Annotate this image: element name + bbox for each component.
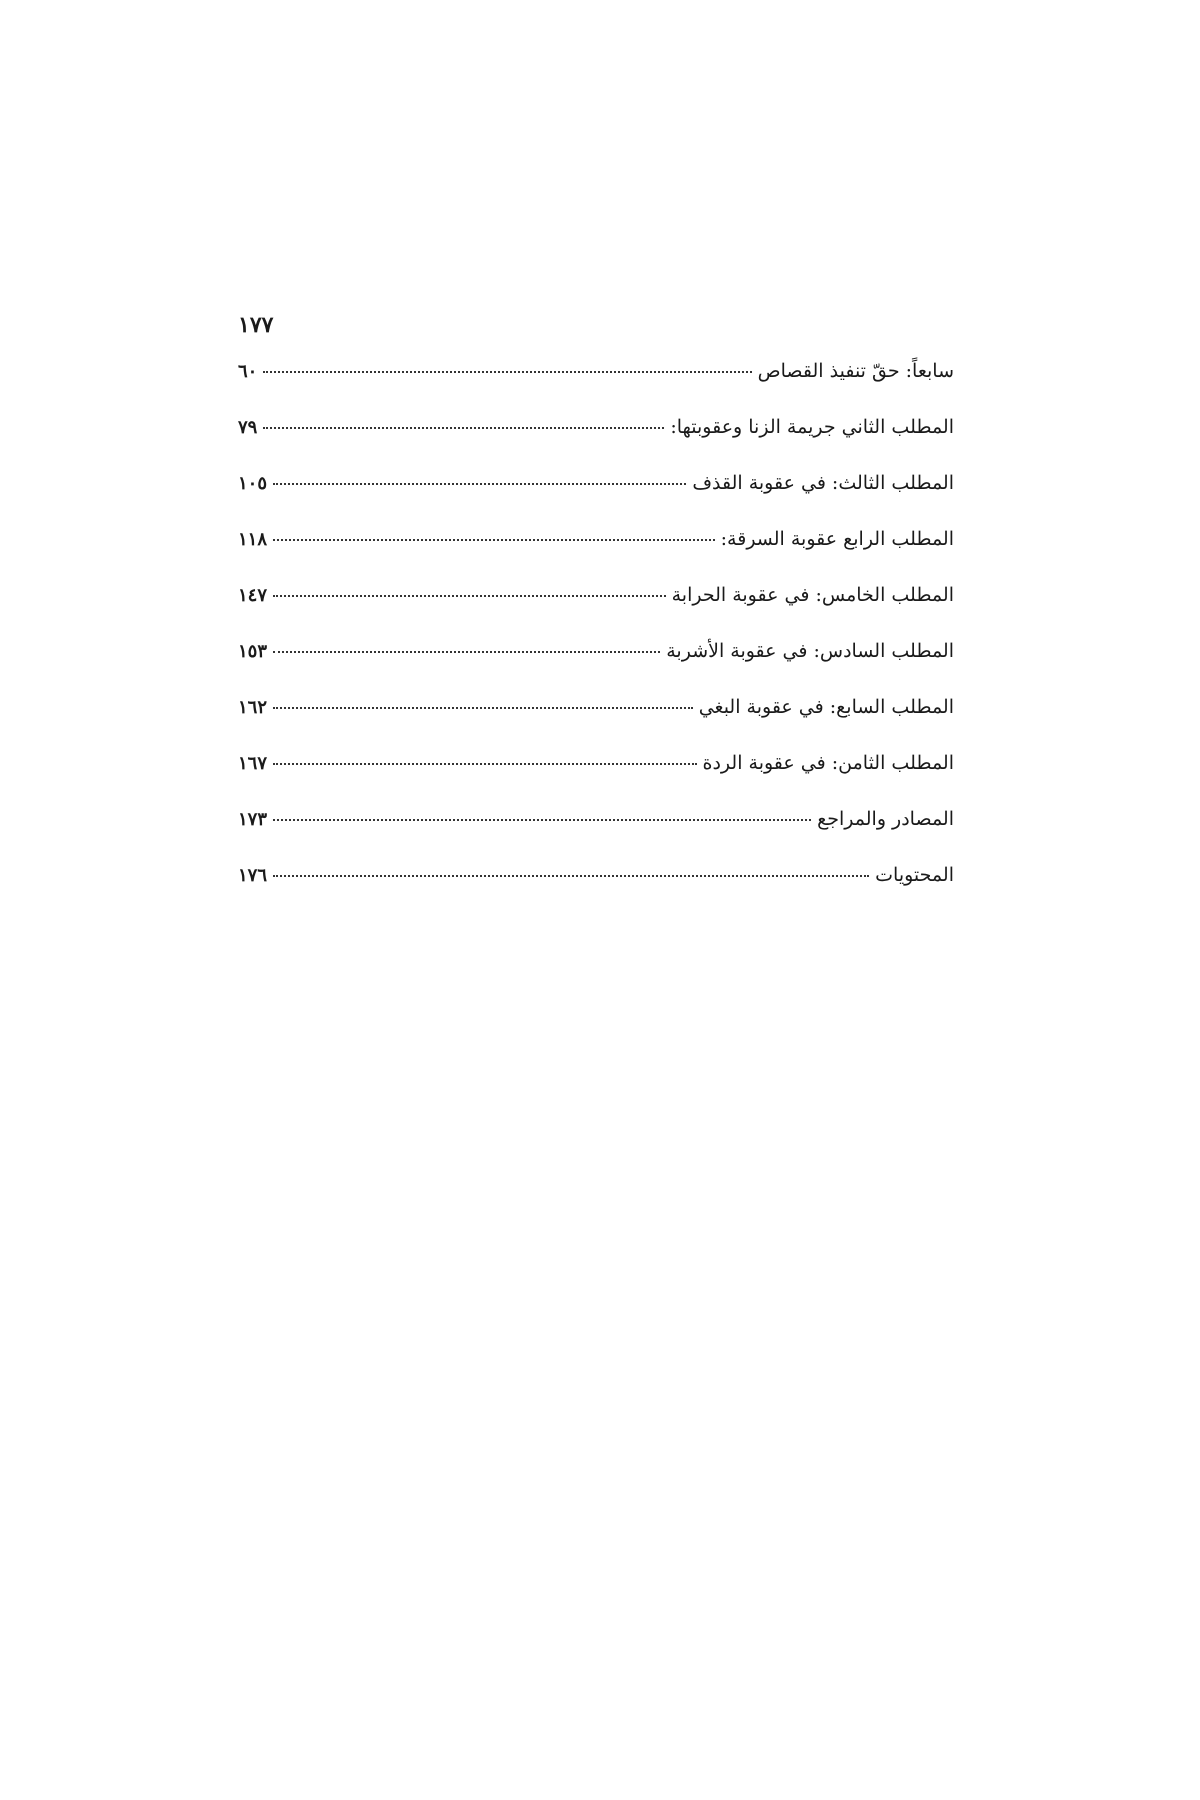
toc-entry-title: المطلب الرابع عقوبة السرقة:: [720, 528, 954, 550]
toc-leader-dots: [273, 595, 666, 597]
toc-entry-title: المحتويات: [875, 864, 954, 886]
toc-entry: [238, 808, 954, 864]
toc-entry: [238, 584, 954, 640]
toc-leader-dots: [273, 651, 660, 653]
toc-entry-title: سابعاً: حقّ تنفيذ القصاص: [757, 360, 954, 382]
toc-entry: [238, 416, 954, 472]
toc-entry-title: المطلب السابع: في عقوبة البغي: [698, 696, 954, 718]
toc-entry-page: ١٧٦: [238, 865, 268, 886]
toc-entry-page: ١٦٢: [238, 697, 268, 718]
page-number: ١٧٧: [238, 312, 274, 338]
toc-leader-dots: [273, 483, 686, 485]
toc-entry: [238, 528, 954, 584]
toc-leader-dots: [273, 763, 696, 765]
toc-leader-dots: [273, 819, 811, 821]
toc-entry-page: ١١٨: [238, 529, 268, 550]
toc-entry-page: ١٠٥: [238, 473, 268, 494]
toc-entry-page: ١٦٧: [238, 753, 268, 774]
toc-entry-page: ١٤٧: [238, 585, 268, 606]
toc-leader-dots: [273, 875, 869, 877]
toc-leader-dots: [263, 371, 751, 373]
toc-entry-title: المصادر والمراجع: [817, 808, 954, 830]
toc-entry-title: المطلب السادس: في عقوبة الأشربة: [666, 640, 954, 662]
toc-leader-dots: [263, 427, 664, 429]
toc-entry-title: المطلب الثاني جريمة الزنا وعقوبتها:: [670, 416, 954, 438]
toc-entry: [238, 696, 954, 752]
toc-entry: [238, 752, 954, 808]
toc-entry-page: ٧٩: [238, 417, 258, 438]
toc-leader-dots: [273, 707, 693, 709]
toc-entry-page: ٦٠: [238, 361, 258, 382]
toc-entry: [238, 640, 954, 696]
toc-entry-page: ١٧٣: [238, 809, 268, 830]
toc-entry-title: المطلب الخامس: في عقوبة الحرابة: [671, 584, 954, 606]
toc-entry-title: المطلب الثامن: في عقوبة الردة: [702, 752, 954, 774]
toc-entry: [238, 864, 954, 920]
toc-entry: [238, 360, 954, 416]
toc-entry: [238, 472, 954, 528]
table-of-contents: [238, 360, 954, 920]
toc-leader-dots: [273, 539, 715, 541]
toc-entry-title: المطلب الثالث: في عقوبة القذف: [692, 472, 954, 494]
toc-entry-page: ١٥٣: [238, 641, 268, 662]
